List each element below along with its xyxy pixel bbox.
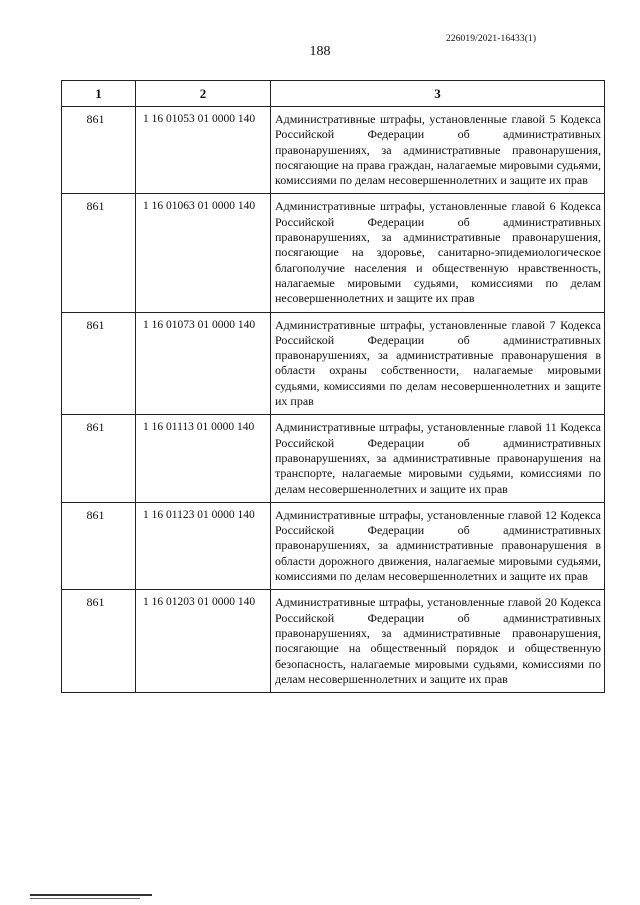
document-id: 226019/2021-16433(1)	[446, 34, 537, 44]
footer-rule-secondary	[30, 898, 140, 899]
page-number: 188	[309, 44, 331, 59]
budget-code-cell: 1 16 01053 01 0000 140	[136, 107, 271, 194]
admin-code-cell: 861	[62, 194, 136, 312]
table-row	[62, 107, 605, 194]
admin-code-cell: 861	[62, 502, 136, 589]
footer-rule	[30, 894, 152, 896]
budget-code-cell: 1 16 01063 01 0000 140	[136, 194, 271, 312]
table-row	[62, 194, 605, 312]
codes-table	[61, 80, 605, 693]
column-header-3: 3	[271, 81, 605, 107]
description-cell: Административные штрафы, установленные главой 12 Кодекса Российской Федерации об административных правонарушениях, за административные правонарушения в области дорожного движения, налагаемые мировыми судьями, комиссиями по делам несовершеннолетних и защите их прав	[271, 502, 605, 589]
description-cell: Административные штрафы, установленные главой 20 Кодекса Российской Федерации об административных правонарушениях, за административные правонарушения, посягающие на общественный порядок и общественную безопасность, налагаемые мировыми судьями, комиссиями по делам несовершеннолетних и защите их прав	[271, 590, 605, 693]
description-cell: Административные штрафы, установленные главой 7 Кодекса Российской Федерации об административных правонарушениях, за административные правонарушения в области охраны собственности, налагаемые мировыми судьями, комиссиями по делам несовершеннолетних и защите их прав	[271, 312, 605, 415]
budget-code-cell: 1 16 01073 01 0000 140	[136, 312, 271, 415]
table-row	[62, 415, 605, 502]
budget-code-cell: 1 16 01113 01 0000 140	[136, 415, 271, 502]
admin-code-cell: 861	[62, 590, 136, 693]
description-cell: Административные штрафы, установленные главой 11 Кодекса Российской Федерации об административных правонарушениях, за административные правонарушения на транспорте, налагаемые мировыми судьями, комиссиями по делам несовершеннолетних и защите их прав	[271, 415, 605, 502]
admin-code-cell: 861	[62, 107, 136, 194]
column-header-1: 1	[62, 81, 136, 107]
description-cell: Административные штрафы, установленные главой 5 Кодекса Российской Федерации об административных правонарушениях, за административные правонарушения, посягающие на права граждан, налагаемые мировыми судьями, комиссиями по делам несовершеннолетних и защите их прав	[271, 107, 605, 194]
admin-code-cell: 861	[62, 312, 136, 415]
table-row	[62, 590, 605, 693]
column-header-2: 2	[136, 81, 271, 107]
table-row	[62, 502, 605, 589]
admin-code-cell: 861	[62, 415, 136, 502]
budget-code-cell: 1 16 01123 01 0000 140	[136, 502, 271, 589]
table-header-row	[62, 81, 605, 107]
description-cell: Административные штрафы, установленные главой 6 Кодекса Российской Федерации об административных правонарушениях, за административные правонарушения, посягающие на здоровье, санитарно-эпидемиологическое благополучие населения и общественную нравственность, налагаемые мировыми судьями, комиссиями по делам несовершеннолетних и защите их прав	[271, 194, 605, 312]
table-row	[62, 312, 605, 415]
budget-code-cell: 1 16 01203 01 0000 140	[136, 590, 271, 693]
